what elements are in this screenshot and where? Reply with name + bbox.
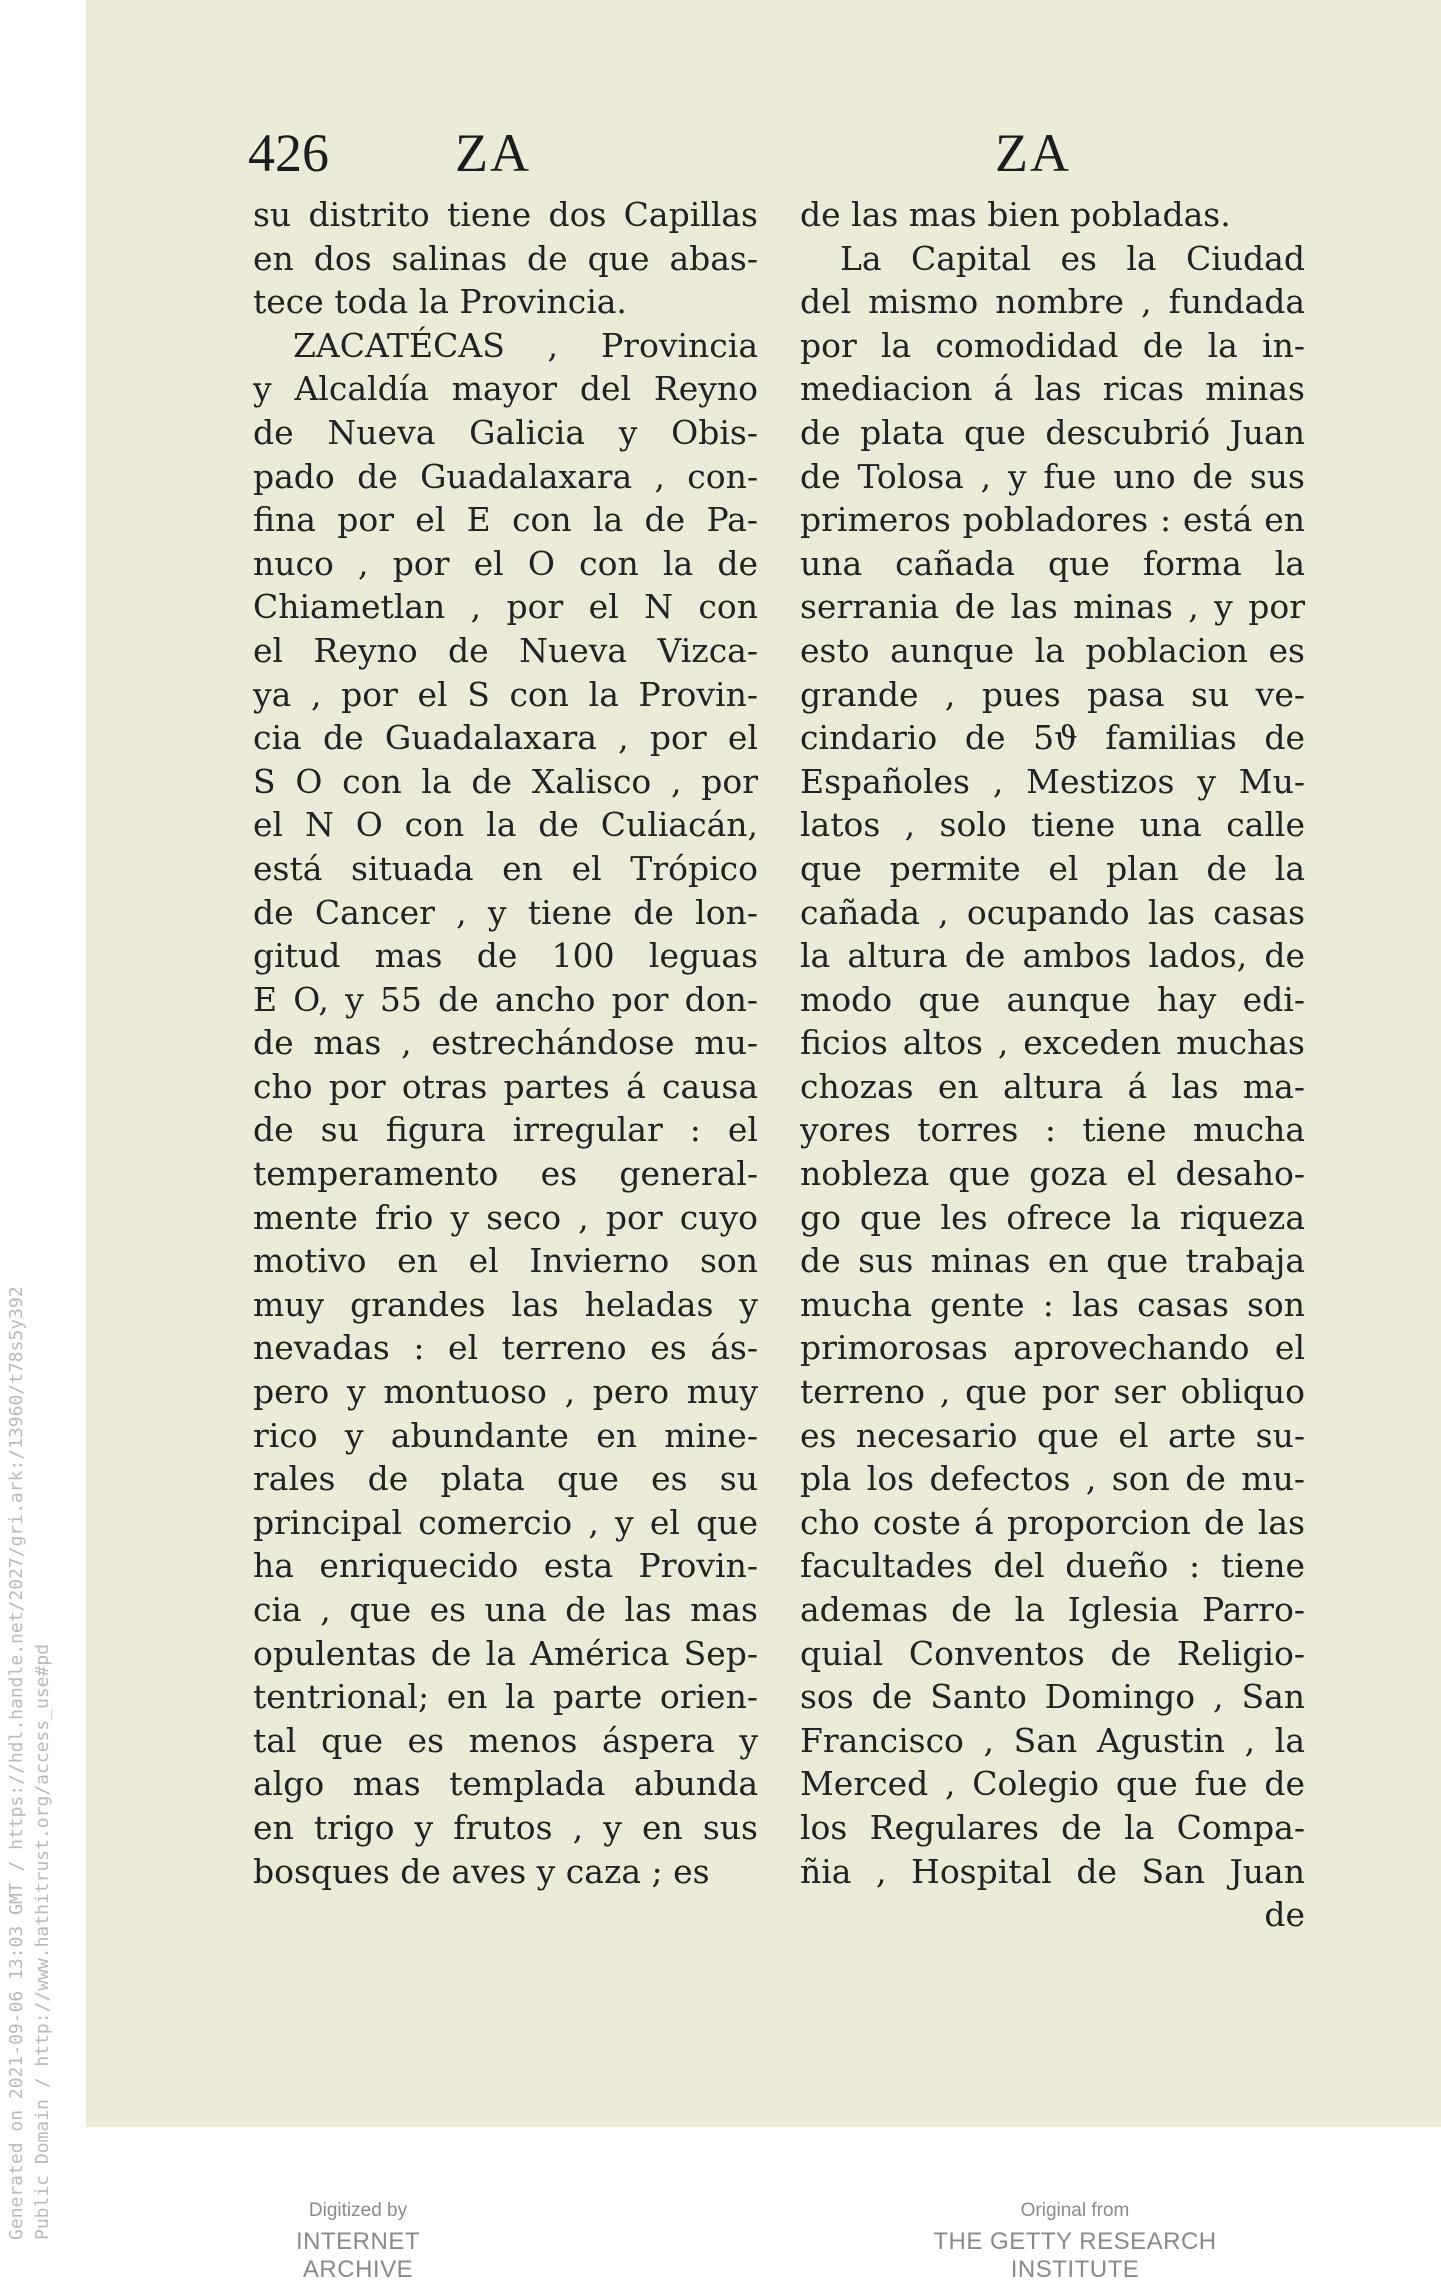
text-line: de mas , estrechándose mu- xyxy=(253,1023,758,1063)
hathitrust-watermark xyxy=(4,1286,56,2240)
text-line: el N O con la de Culiacán, xyxy=(253,805,758,845)
text-line: terreno , que por ser obliquo xyxy=(800,1372,1305,1412)
text-line: ñia , Hospital de San Juan xyxy=(800,1851,1305,1891)
text-line: grande , pues pasa su ve- xyxy=(800,674,1305,714)
text-line: La Capital es la Ciudad xyxy=(840,238,1305,278)
text-line: primeros pobladores : está en xyxy=(800,500,1305,540)
text-line: de las mas bien pobladas. xyxy=(800,195,1231,234)
original-from-label: Original from xyxy=(1020,2200,1130,2221)
text-line: motivo en el Invierno son xyxy=(253,1241,758,1281)
text-line: cia , que es una de las mas xyxy=(253,1590,758,1629)
original-from-credit xyxy=(885,2200,1265,2284)
text-line: gitud mas de 100 leguas xyxy=(253,936,758,976)
watermark-line-1: Generated on 2021-09-06 13:03 GMT / https://hdl.handle.net/2027/gri.ark:/13960/t78s5y392 xyxy=(6,1286,27,2240)
text-line: tal que es menos áspera y xyxy=(253,1720,758,1760)
text-line: chozas en altura á las ma- xyxy=(800,1066,1305,1106)
text-line: de plata que descubrió Juan xyxy=(800,412,1305,452)
text-line: mucha gente : las casas son xyxy=(800,1284,1305,1324)
text-line: Francisco , San Agustin , la xyxy=(800,1720,1305,1760)
text-line: muy grandes las heladas y xyxy=(253,1284,758,1324)
text-line: Chiametlan , por el N con xyxy=(253,587,758,627)
text-line: esto aunque la poblacion es xyxy=(800,630,1305,670)
text-line: pero y montuoso , pero muy xyxy=(253,1372,758,1412)
digitized-by-label: Digitized by xyxy=(308,2200,408,2221)
text-line: go que les ofrece la riqueza xyxy=(800,1197,1305,1237)
text-line: de Cancer , y tiene de lon- xyxy=(253,892,758,932)
running-head-left: ZA xyxy=(455,123,531,183)
text-line: nevadas : el terreno es ás- xyxy=(253,1328,758,1368)
text-line: en dos salinas de que abas- xyxy=(253,238,758,278)
right-text-column xyxy=(800,193,1305,1937)
text-line: algo mas templada abunda xyxy=(253,1764,758,1804)
text-line: Españoles , Mestizos y Mu- xyxy=(800,761,1305,801)
text-line: sos de Santo Domingo , San xyxy=(800,1677,1305,1717)
text-line: ZACATÉCAS , Provincia xyxy=(293,325,758,365)
text-line: rico y abundante en mine- xyxy=(253,1415,758,1455)
text-line: su distrito tiene dos Capillas xyxy=(253,195,758,234)
text-line: ademas de la Iglesia Parro- xyxy=(800,1590,1305,1629)
page-number: 426 xyxy=(248,123,329,183)
running-head-right: ZA xyxy=(995,123,1071,183)
text-line: los Regulares de la Compa- xyxy=(800,1807,1305,1847)
text-line: el Reyno de Nueva Vizca- xyxy=(253,630,758,670)
text-line: S O con la de Xalisco , por xyxy=(253,761,758,801)
text-line: nuco , por el O con la de xyxy=(253,543,758,583)
text-line: yores torres : tiene mucha xyxy=(800,1110,1305,1150)
text-line: de Nueva Galicia y Obis- xyxy=(253,412,758,452)
text-line: que permite el plan de la xyxy=(800,848,1305,888)
text-line: principal comercio , y el que xyxy=(253,1502,758,1542)
text-line: mente frio y seco , por cuyo xyxy=(253,1197,758,1237)
text-line: tentrional; en la parte orien- xyxy=(253,1677,758,1717)
text-line: modo que aunque hay edi- xyxy=(800,979,1305,1019)
text-line: de sus minas en que trabaja xyxy=(800,1241,1305,1281)
text-line: nobleza que goza el desaho- xyxy=(800,1154,1305,1194)
text-line: por la comodidad de la in- xyxy=(800,325,1305,365)
text-line: temperamento es general- xyxy=(253,1154,758,1194)
internet-archive-label: INTERNET ARCHIVE xyxy=(296,2228,420,2283)
text-line: tece toda la Provincia. xyxy=(253,282,627,322)
text-line: quial Conventos de Religio- xyxy=(800,1633,1305,1673)
text-line: del mismo nombre , fundada xyxy=(800,282,1305,322)
text-line: está situada en el Trópico xyxy=(253,848,758,888)
text-line: pado de Guadalaxara , con- xyxy=(253,456,758,496)
text-line: cia de Guadalaxara , por el xyxy=(253,718,758,758)
text-line: Merced , Colegio que fue de xyxy=(800,1764,1305,1804)
text-line: serrania de las minas , y por xyxy=(800,587,1305,627)
text-line: latos , solo tiene una calle xyxy=(800,805,1305,845)
text-line: mediacion á las ricas minas xyxy=(800,369,1305,409)
text-line: ha enriquecido esta Provin- xyxy=(253,1546,758,1586)
text-line: la altura de ambos lados, de xyxy=(800,936,1305,976)
text-line: en trigo y frutos , y en sus xyxy=(253,1807,758,1847)
text-line: pla los defectos , son de mu- xyxy=(800,1459,1305,1499)
text-line: ficios altos , exceden muchas xyxy=(800,1023,1305,1063)
text-line: es necesario que el arte su- xyxy=(800,1415,1305,1455)
text-line: y Alcaldía mayor del Reyno xyxy=(253,369,758,409)
watermark-line-2: Public Domain / http://www.hathitrust.org/access_use#pd xyxy=(32,1643,53,2240)
text-line: cho coste á proporcion de las xyxy=(800,1502,1305,1542)
text-line: una cañada que forma la xyxy=(800,543,1305,583)
left-text-column xyxy=(253,193,758,1893)
text-line: cañada , ocupando las casas xyxy=(800,892,1305,932)
text-line: ya , por el S con la Provin- xyxy=(253,674,758,714)
text-line: rales de plata que es su xyxy=(253,1459,758,1499)
text-line: de Tolosa , y fue uno de sus xyxy=(800,456,1305,496)
text-line: facultades del dueño : tiene xyxy=(800,1546,1305,1586)
digitized-by-credit xyxy=(248,2200,468,2284)
text-line: de su figura irregular : el xyxy=(253,1110,758,1150)
text-line: E O, y 55 de ancho por don- xyxy=(253,979,758,1019)
text-line: de xyxy=(1264,1895,1305,1935)
text-line: opulentas de la América Sep- xyxy=(253,1633,758,1673)
text-line: fina por el E con la de Pa- xyxy=(253,500,758,540)
text-line: primorosas aprovechando el xyxy=(800,1328,1305,1368)
text-line: cho por otras partes á causa xyxy=(253,1066,758,1106)
getty-institute-label: THE GETTY RESEARCH INSTITUTE xyxy=(933,2228,1217,2283)
text-line: cindario de 5ϑ familias de xyxy=(800,718,1305,758)
text-line: bosques de aves y caza ; es xyxy=(253,1851,710,1891)
